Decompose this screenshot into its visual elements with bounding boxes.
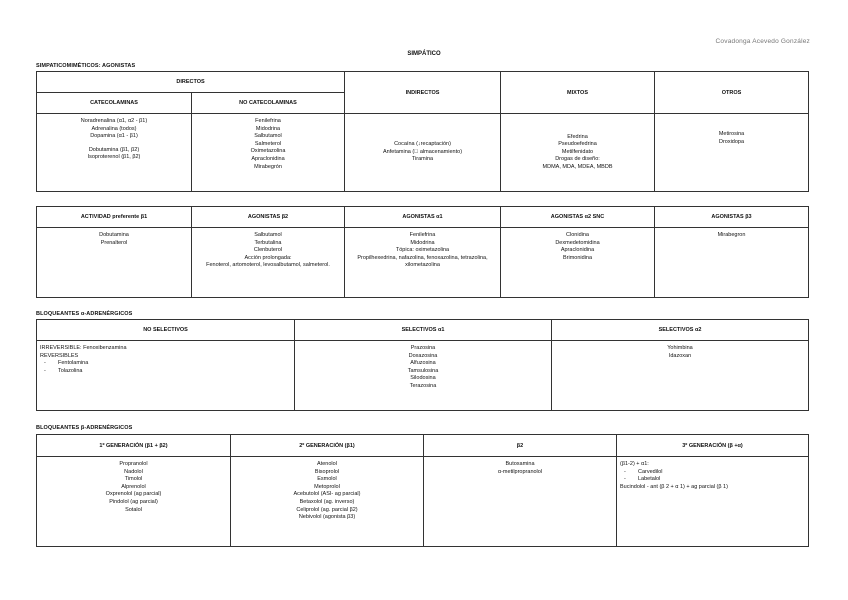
drug: Isoproterenol (β1, β2) — [87, 154, 141, 161]
header-mixtos: MIXTOS — [501, 72, 655, 114]
drug: Metilfenidato — [561, 148, 594, 155]
cell-segunda-generacion — [231, 457, 424, 547]
drug: α-metilpropranolol — [497, 468, 543, 475]
header-beta3: AGONISTAS β3 — [655, 207, 809, 228]
drug: Acción prolongada: — [244, 254, 292, 261]
cell-no-catecolaminas — [192, 114, 345, 192]
drug: Nadolol — [124, 468, 143, 475]
cell-primera-generacion — [37, 457, 231, 547]
drug: Terbutalina — [254, 239, 282, 246]
drug: Terazosina — [409, 382, 437, 389]
drug: Pseudoefedrina — [558, 141, 597, 148]
drug: Fenilefrina — [255, 118, 281, 124]
drug: IRREVERSIBLE: Fenoxibenzamina — [40, 345, 127, 351]
drug: Noradrenalina (α1, α2 - β1) — [80, 118, 148, 124]
cell-otros — [655, 114, 809, 192]
drug: Silodosina — [410, 375, 436, 382]
cell-no-selectivos — [37, 341, 295, 411]
drug: Butoxamina — [505, 461, 535, 467]
drug: Esmolol — [317, 476, 337, 483]
cell-beta2-blockers — [424, 457, 617, 547]
drug: Nebivolol (agonista β3) — [298, 514, 356, 521]
drug: Dopamina (α1 - β1) — [90, 133, 138, 140]
header-primera-generacion: 1º GENERACIÓN (β1 + β2) — [37, 435, 231, 457]
drug: Mirabegron — [717, 232, 746, 238]
drug: - Fentolamina — [40, 360, 291, 368]
drug: Oximetazolina — [250, 148, 286, 155]
header-directos: DIRECTOS — [37, 72, 345, 93]
table-agonistas-types — [36, 71, 809, 192]
drug: - Carvedilol — [620, 469, 805, 477]
drug: Salbutamol — [254, 232, 282, 238]
drug: Adrenalina (todos) — [91, 125, 137, 132]
drug: Droxidopa — [718, 138, 745, 145]
drug: MDMA, MDA, MDEA, MBDB — [542, 163, 613, 170]
page-title: SIMPÁTICO — [407, 51, 441, 57]
drug: Tiramina — [411, 156, 434, 163]
table-beta-blockers — [36, 434, 809, 547]
section-title-alfa: BLOQUEANTES α-ADRENÉRGICOS — [36, 311, 133, 317]
cell-alfa1 — [345, 228, 501, 298]
drug: Prazosina — [410, 345, 436, 351]
drug: Dobutamina — [99, 232, 129, 238]
drug: Tópica: oximetazolina — [395, 247, 450, 254]
drug: Acebutolol (ASI- ag parcial) — [293, 491, 361, 498]
drug: Pindolol (ag parcial) — [109, 498, 158, 505]
drug: Clonidina — [566, 232, 589, 238]
section-title-beta: BLOQUEANTES β-ADRENÉRGICOS — [36, 425, 133, 431]
header-tercera-generacion: 3º GENERACIÓN (β +α) — [617, 435, 809, 457]
drug: Alprenolol — [121, 483, 146, 490]
header-otros: OTROS — [655, 72, 809, 114]
drug: Fenilefrina — [409, 232, 436, 238]
drug: Alfuzosina — [410, 360, 436, 367]
cell-selectivos-alfa2 — [552, 341, 809, 411]
drug: Dexmedetomidina — [555, 239, 600, 246]
cell-beta3 — [655, 228, 809, 298]
section-title-agonistas: SIMPATICOMIMÉTICOS: AGONISTAS — [36, 63, 136, 69]
drug: (β1-2) + α1: — [620, 461, 649, 467]
drug: Brimonidina — [562, 254, 593, 261]
drug: Apraclonidina — [251, 155, 285, 162]
drug: Tamsulosina — [407, 367, 439, 374]
table-receptor-agonists — [36, 206, 809, 298]
drug: Yohimbina — [667, 345, 693, 351]
drug: Timolol — [124, 476, 143, 483]
drug: - Tolazolina — [40, 368, 291, 376]
cell-mixtos — [501, 114, 655, 192]
cell-beta2 — [192, 228, 345, 298]
header-alfa1: AGONISTAS α1 — [345, 207, 501, 228]
header-no-catecolaminas: NO CATECOLAMINAS — [192, 93, 345, 114]
drug: Drogas de diseño: — [555, 156, 600, 163]
drug: Fenoterol, artomoterol, levosalbutamol, salmeterol. — [206, 262, 330, 269]
cell-selectivos-alfa1 — [295, 341, 552, 411]
drug: Celiprolol (ag. parcial β2) — [296, 506, 358, 513]
header-catecolaminas: CATECOLAMINAS — [37, 93, 192, 114]
header-alfa2: AGONISTAS α2 SNC — [501, 207, 655, 228]
header-selectivos-alfa1: SELECTIVOS α1 — [295, 320, 552, 341]
drug: REVERSIBLES — [40, 352, 79, 359]
drug: Cocaína (↓recaptación) — [394, 141, 451, 148]
drug: Dobutamina (β1, β2) — [88, 146, 140, 153]
header-selectivos-alfa2: SELECTIVOS α2 — [552, 320, 809, 341]
drug: Propilhexedrina, nafazolina, fenoxazolina, tetrazolina, xilometazolina — [357, 254, 488, 269]
drug: - Labetalol — [620, 476, 805, 484]
drug: Midodrina — [410, 239, 435, 246]
cell-beta1 — [37, 228, 192, 298]
drug: Clenbuterol — [253, 247, 283, 254]
header-no-selectivos: NO SELECTIVOS — [37, 320, 295, 341]
drug: Idazoxan — [668, 352, 692, 359]
drug: Metirosina — [718, 131, 745, 137]
drug: Midodrina — [255, 125, 281, 132]
drug: Propranolol — [119, 461, 148, 467]
drug: Sotalol — [125, 506, 142, 513]
table-alfa-blockers — [36, 319, 809, 411]
cell-catecolaminas — [37, 114, 192, 192]
drug: Anfetamina (⃠ almacenamiento) — [383, 148, 463, 155]
cell-alfa2 — [501, 228, 655, 298]
drug: Salmeterol — [254, 140, 282, 147]
drug: Efedrina — [567, 133, 588, 140]
author-name: Covadonga Acevedo González — [715, 38, 810, 45]
drug: Atenolol — [317, 461, 337, 467]
cell-indirectos — [345, 114, 501, 192]
drug: Salbutamol — [254, 133, 282, 140]
cell-tercera-generacion — [617, 457, 809, 547]
header-beta1: ACTIVIDAD preferente β1 — [37, 207, 192, 228]
drug: Mirabegrón — [254, 163, 282, 170]
drug: Bisoprolol — [314, 468, 340, 475]
header-segunda-generacion: 2º GENERACIÓN (β1) — [231, 435, 424, 457]
drug: Metoprolol — [314, 483, 340, 490]
drug: Bucindolol - ant (β 2 + α 1) + ag parcial (β 1) — [620, 483, 728, 490]
header-beta2: AGONISTAS β2 — [192, 207, 345, 228]
drug: Betaxolol (ag. inverso) — [299, 498, 355, 505]
drug: Doxazosina — [408, 352, 438, 359]
header-beta2-blockers: β2 — [424, 435, 617, 457]
drug: Oxprenolol (ag parcial) — [105, 491, 162, 498]
drug: Prenalterol — [100, 239, 128, 246]
drug: Apraclonidina — [560, 247, 595, 254]
header-indirectos: INDIRECTOS — [345, 72, 501, 114]
